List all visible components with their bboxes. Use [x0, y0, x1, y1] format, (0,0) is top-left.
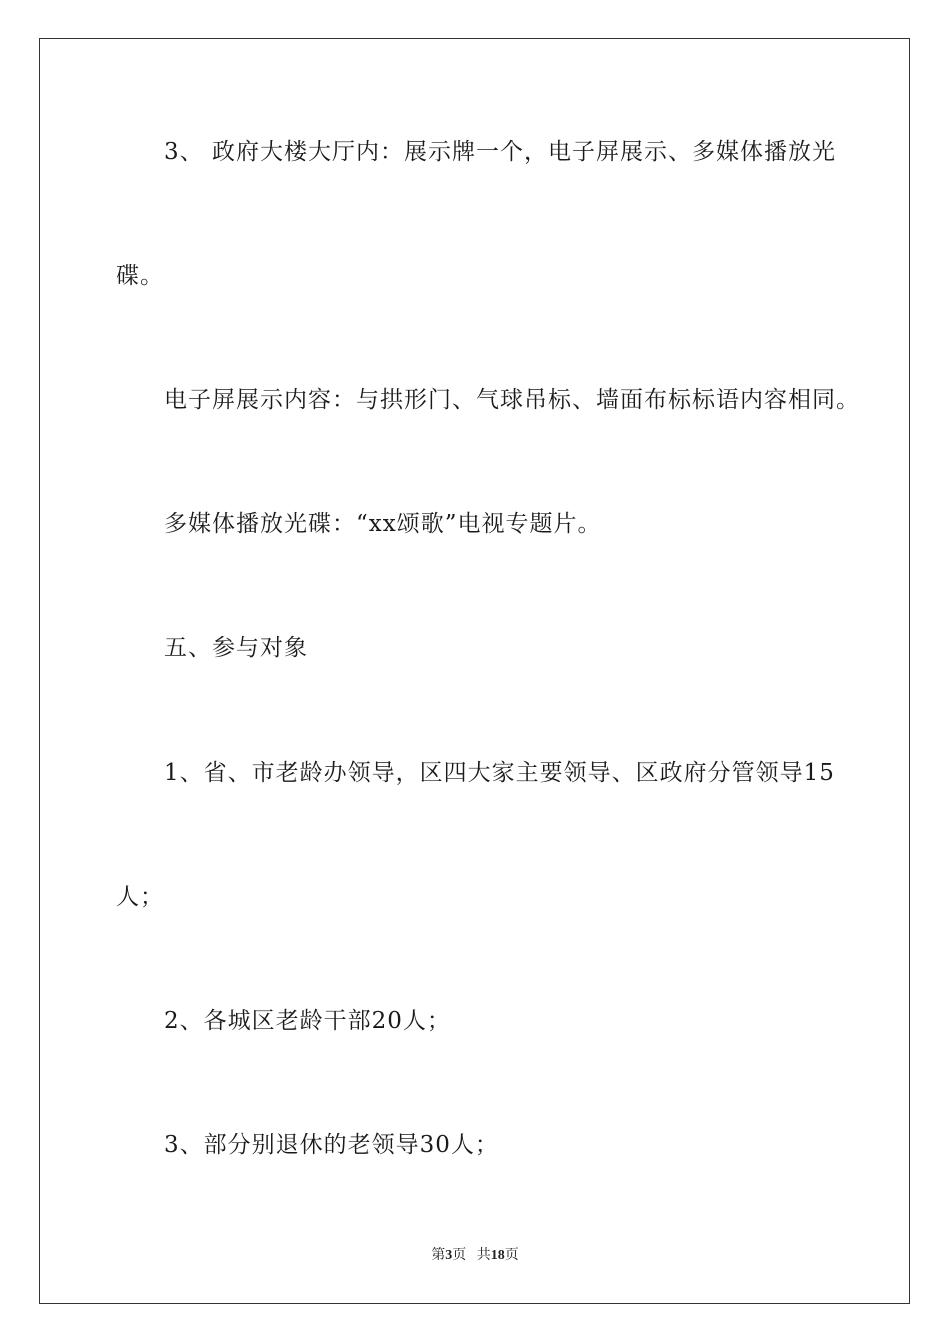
paragraph-screen-content: 电子屏展示内容：与拱形门、气球吊标、墙面布标标语内容相同。: [164, 387, 860, 413]
paragraph-item-3-line-1: 3、 政府大楼大厅内：展示牌一个，电子屏展示、多媒体播放光: [164, 139, 836, 165]
current-page-number: 3: [445, 1248, 453, 1263]
paragraph-item-1-line-2: 人；: [116, 884, 164, 910]
paragraph-multimedia-disc: 多媒体播放光碟：“xx颂歌”电视专题片。: [164, 511, 602, 537]
paragraph-item-3-retirees: 3、部分别退休的老领导30人；: [164, 1132, 499, 1158]
total-prefix: 共: [476, 1248, 491, 1263]
total-pages-number: 18: [490, 1248, 505, 1263]
page-border: [39, 38, 910, 1304]
page-unit: 页: [452, 1248, 467, 1263]
paragraph-item-1-line-1: 1、省、市老龄办领导，区四大家主要领导、区政府分管领导15: [164, 760, 835, 786]
paragraph-item-2: 2、各城区老龄干部20人；: [164, 1008, 451, 1034]
total-unit: 页: [504, 1248, 519, 1263]
page-number-footer: [0, 1246, 950, 1266]
section-heading-participants: 五、参与对象: [164, 635, 308, 661]
paragraph-item-3-line-2: 碟。: [116, 263, 164, 289]
page-prefix: 第: [431, 1248, 446, 1263]
